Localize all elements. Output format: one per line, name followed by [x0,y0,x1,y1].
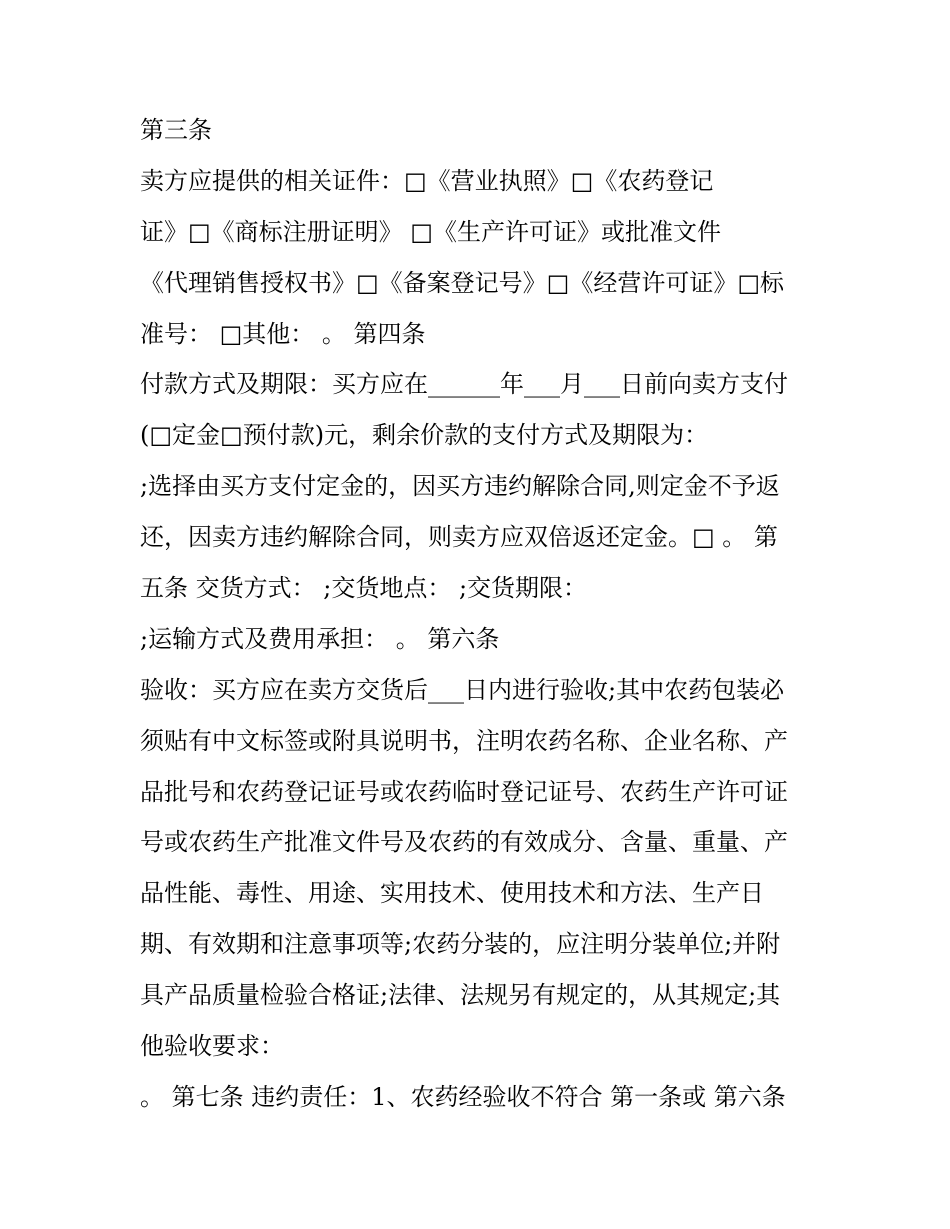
text-line: 品批号和农药登记证号或农药临时登记证号、农药生产许可证 [140,777,788,806]
text-line: 须贴有中文标签或附具说明书，注明农药名称、企业名称、产 [140,726,788,755]
text-line: 期、有效期和注意事项等;农药分装的，应注明分装单位;并附 [140,930,781,959]
text-line: 他验收要求： [140,1032,284,1061]
text-line: 号或农药生产批准文件号及农药的有效成分、含量、重量、产 [140,828,788,857]
text-line: 付款方式及期限：买方应在______年___月___日前向卖方支付 [140,370,788,399]
text-line: 验收：买方应在卖方交货后___日内进行验收;其中农药包装必 [140,675,785,704]
text-line: 品性能、毒性、用途、实用技术、使用技术和方法、生产日 [140,879,764,908]
text-line: 五条 交货方式： ;交货地点： ;交货期限： [140,574,588,603]
text-line: 。 第七条 违约责任：1、农药经验收不符合 第一条或 第六条 [140,1082,786,1111]
text-line: (□定金□预付款)元，剩余价款的支付方式及期限为： [140,421,709,450]
text-line: 《代理销售授权书》□《备案登记号》□《经营许可证》□标 [140,268,785,297]
text-line: 具产品质量检验合格证;法律、法规另有规定的，从其规定;其 [140,981,781,1010]
text-line: 准号： □其他： 。 第四条 [140,319,426,348]
text-line: ;选择由买方支付定金的，因买方违约解除合同,则定金不予返 [140,472,780,501]
text-line: 证》□《商标注册证明》 □《生产许可证》或批准文件 [140,217,721,246]
text-line: 还，因卖方违约解除合同，则卖方应双倍返还定金。□ 。 第 [140,523,778,552]
text-line: ;运输方式及费用承担： 。 第六条 [140,624,500,653]
contract-text [140,108,820,1126]
text-line: 卖方应提供的相关证件：□《营业执照》□《农药登记 [140,166,714,195]
text-line: 第三条 [140,116,212,144]
